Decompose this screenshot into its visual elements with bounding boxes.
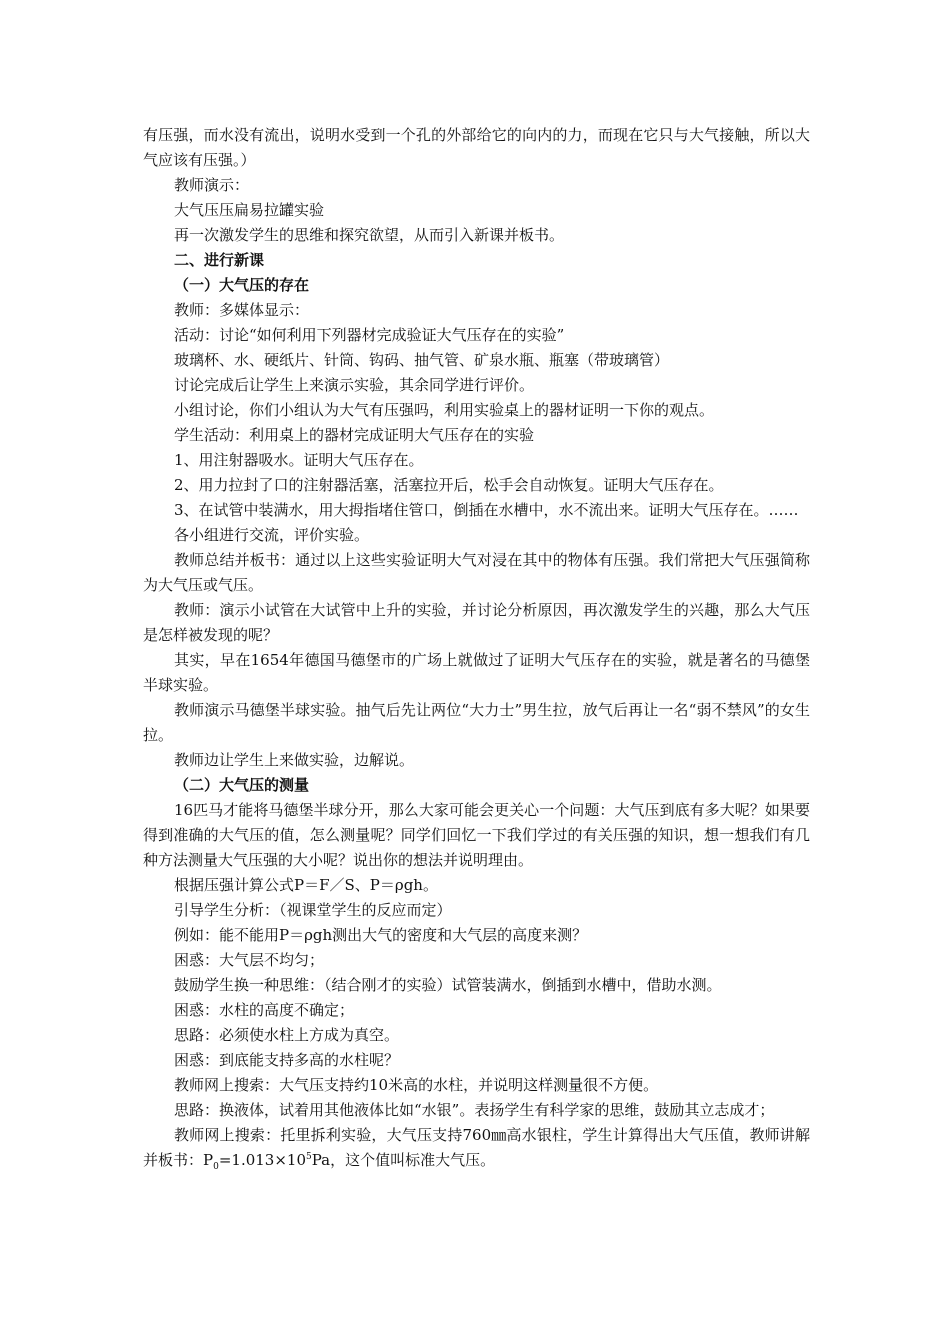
paragraph: 鼓励学生换一种思维：（结合刚才的实验）试管装满水，倒插到水槽中，借助水测。 bbox=[174, 976, 722, 994]
paragraph: 引导学生分析：（视课堂学生的反应而定） bbox=[174, 901, 452, 919]
paragraph: 大气压压扁易拉罐实验 bbox=[174, 201, 325, 219]
document-body bbox=[143, 123, 810, 1173]
paragraph-text: 教师网上搜索：托里拆利实验，大气压支持760㎜高水银柱，学生计算得出大气压值，教师讲解并板书：P bbox=[143, 1126, 810, 1169]
paragraph: 困惑：大气层不均匀； bbox=[174, 951, 325, 969]
paragraph-text: =1.013×10 bbox=[218, 1151, 306, 1169]
paragraph: 1、用注射器吸水。证明大气压存在。 bbox=[174, 451, 424, 469]
paragraph: 讨论完成后让学生上来演示实验，其余同学进行评价。 bbox=[174, 376, 535, 394]
paragraph: 再一次激发学生的思维和探究欲望，从而引入新课并板书。 bbox=[174, 226, 565, 244]
paragraph: 教师演示马德堡半球实验。抽气后先让两位“大力士”男生拉，放气后再让一名“弱不禁风”的女生拉。 bbox=[143, 701, 810, 744]
paragraph: 思路：换液体，试着用其他液体比如“水银”。表扬学生有科学家的思维，鼓励其立志成才； bbox=[174, 1101, 775, 1119]
paragraph bbox=[143, 1123, 810, 1173]
paragraph: 教师网上搜索：大气压支持约10米高的水柱，并说明这样测量很不方便。 bbox=[174, 1076, 659, 1094]
paragraph: 教师总结并板书：通过以上这些实验证明大气对浸在其中的物体有压强。我们常把大气压强简称为大气压或气压。 bbox=[143, 551, 810, 594]
paragraph-text: Pa，这个值叫标准大气压。 bbox=[311, 1151, 496, 1169]
paragraph: 教师：多媒体显示： bbox=[174, 301, 310, 319]
paragraph: 3、在试管中装满水，用大拇指堵住管口，倒插在水槽中，水不流出来。证明大气压存在。…… bbox=[174, 501, 799, 519]
paragraph: 根据压强计算公式P＝F／S、P＝ρgh。 bbox=[174, 876, 438, 894]
paragraph: 2、用力拉封了口的注射器活塞，活塞拉开后，松手会自动恢复。证明大气压存在。 bbox=[174, 476, 724, 494]
paragraph: 16匹马才能将马德堡半球分开，那么大家可能会更关心一个问题：大气压到底有多大呢？如果要得到准确的大气压的值，怎么测量呢？同学们回忆一下我们学过的有关压强的知识，想一想我们有几种方法测量大气压强的大小呢？说出你的想法并说明理由。 bbox=[143, 801, 810, 869]
paragraph: 活动：讨论“如何利用下列器材完成验证大气压存在的实验” bbox=[174, 326, 565, 344]
paragraph: 思路：必须使水柱上方成为真空。 bbox=[174, 1026, 400, 1044]
paragraph: 玻璃杯、水、硬纸片、针筒、钩码、抽气管、矿泉水瓶、瓶塞（带玻璃管） bbox=[174, 351, 670, 369]
paragraph: 有压强，而水没有流出，说明水受到一个孔的外部给它的向内的力，而现在它只与大气接触，所以大气应该有压强。） bbox=[143, 126, 810, 169]
paragraph: 困惑：到底能支持多高的水柱呢？ bbox=[174, 1051, 400, 1069]
paragraph: 教师边让学生上来做实验，边解说。 bbox=[174, 751, 415, 769]
paragraph: 困惑：水柱的高度不确定； bbox=[174, 1001, 355, 1019]
section-heading: （二）大气压的测量 bbox=[174, 776, 310, 794]
paragraph-list bbox=[143, 123, 810, 1123]
paragraph: 其实，早在1654年德国马德堡市的广场上就做过了证明大气压存在的实验，就是著名的马德堡半球实验。 bbox=[143, 651, 810, 694]
superscript: 5 bbox=[306, 1152, 312, 1162]
subscript: 0 bbox=[213, 1162, 219, 1172]
paragraph: 教师演示： bbox=[174, 176, 250, 194]
section-heading: 二、进行新课 bbox=[174, 251, 265, 269]
paragraph: 教师：演示小试管在大试管中上升的实验，并讨论分析原因，再次激发学生的兴趣，那么大气压是怎样被发现的呢？ bbox=[143, 601, 810, 644]
paragraph: 例如：能不能用P＝ρgh测出大气的密度和大气层的高度来测？ bbox=[174, 926, 588, 944]
paragraph: 学生活动：利用桌上的器材完成证明大气压存在的实验 bbox=[174, 426, 535, 444]
section-heading: （一）大气压的存在 bbox=[174, 276, 310, 294]
paragraph: 各小组进行交流，评价实验。 bbox=[174, 526, 370, 544]
paragraph: 小组讨论，你们小组认为大气有压强吗，利用实验桌上的器材证明一下你的观点。 bbox=[174, 401, 715, 419]
